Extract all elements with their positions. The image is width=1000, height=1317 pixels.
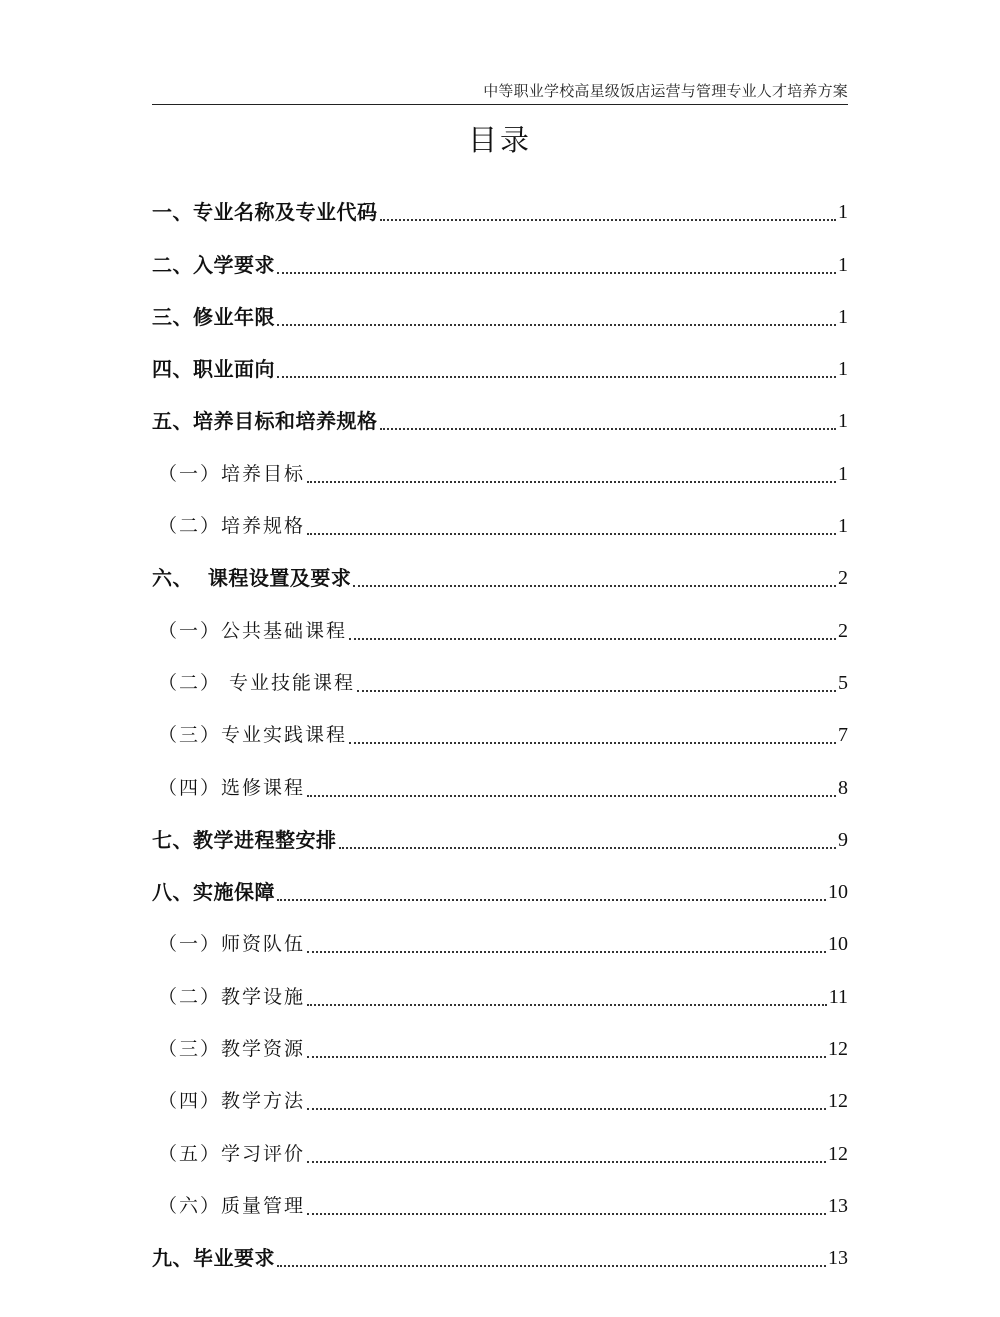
toc-entry[interactable] <box>152 1017 848 1069</box>
toc-entry-label: （六）质量管理 <box>158 1194 306 1217</box>
toc-entry[interactable] <box>152 1069 848 1121</box>
toc-entry[interactable] <box>152 912 848 964</box>
toc-entry[interactable] <box>152 1174 848 1226</box>
toc-entry-label: （一）师资队伍 <box>158 933 306 956</box>
toc-entry-page: 10 <box>828 933 848 956</box>
toc-leader-dots <box>277 1265 826 1267</box>
toc-entry[interactable] <box>152 389 848 441</box>
toc-leader-dots <box>349 742 836 744</box>
toc-entry-label: 六、 课程设置及要求 <box>152 566 352 591</box>
toc-entry-label: 三、修业年限 <box>152 304 275 329</box>
toc-entry[interactable] <box>152 1121 848 1173</box>
toc-entry[interactable] <box>152 703 848 755</box>
toc-leader-dots <box>357 690 836 692</box>
toc-entry-label: （三）教学资源 <box>158 1038 306 1061</box>
toc-leader-dots <box>349 638 836 640</box>
toc-entry-page: 10 <box>828 881 848 904</box>
toc-entry-page: 12 <box>828 1090 848 1113</box>
toc-entry[interactable] <box>152 598 848 650</box>
toc-entry-label: 八、实施保障 <box>152 880 275 905</box>
page-header <box>152 78 848 105</box>
toc-leader-dots <box>380 219 837 221</box>
toc-entry-page: 1 <box>838 515 848 538</box>
toc-leader-dots <box>307 1056 826 1058</box>
toc-entry-page: 7 <box>838 724 848 747</box>
toc-entry[interactable] <box>152 441 848 493</box>
toc-entry-page: 9 <box>838 828 848 851</box>
toc-leader-dots <box>307 1213 826 1215</box>
toc-leader-dots <box>277 899 826 901</box>
toc-entry-label: 四、职业面向 <box>152 357 275 382</box>
toc-entry-page: 5 <box>838 671 848 694</box>
toc-entry-page: 12 <box>828 1142 848 1165</box>
toc-entry-page: 1 <box>838 410 848 433</box>
toc-entry-page: 1 <box>838 201 848 224</box>
toc-entry-label: （四）选修课程 <box>158 776 306 799</box>
table-of-contents <box>152 180 848 1278</box>
toc-leader-dots <box>307 481 836 483</box>
toc-entry[interactable] <box>152 494 848 546</box>
toc-entry-page: 1 <box>838 253 848 276</box>
toc-entry-page: 13 <box>828 1194 848 1217</box>
toc-entry[interactable] <box>152 337 848 389</box>
toc-leader-dots <box>277 272 836 274</box>
toc-entry-page: 13 <box>828 1247 848 1270</box>
toc-leader-dots <box>307 1004 827 1006</box>
toc-entry-page: 12 <box>828 1038 848 1061</box>
toc-entry-label: 九、毕业要求 <box>152 1246 275 1271</box>
toc-entry-page: 1 <box>838 358 848 381</box>
toc-entry[interactable] <box>152 546 848 598</box>
toc-entry-label: 二、入学要求 <box>152 252 275 277</box>
toc-entry-label: （四）教学方法 <box>158 1090 306 1113</box>
toc-entry-label: （五）学习评价 <box>158 1142 306 1165</box>
toc-entry[interactable] <box>152 651 848 703</box>
toc-entry[interactable] <box>152 808 848 860</box>
toc-entry-page: 1 <box>838 305 848 328</box>
toc-leader-dots <box>339 847 837 849</box>
header-title: 中等职业学校高星级饭店运营与管理专业人才培养方案 <box>483 82 848 100</box>
toc-leader-dots <box>307 533 836 535</box>
toc-entry[interactable] <box>152 755 848 807</box>
toc-entry-page: 11 <box>828 985 848 1008</box>
toc-entry-label: （二） 专业技能课程 <box>158 671 356 694</box>
toc-entry-label: （三）专业实践课程 <box>158 724 348 747</box>
toc-entry-label: （二）教学设施 <box>158 985 306 1008</box>
toc-entry[interactable] <box>152 1226 848 1278</box>
toc-entry-page: 2 <box>838 619 848 642</box>
toc-leader-dots <box>307 795 836 797</box>
toc-entry-label: 五、培养目标和培养规格 <box>152 409 378 434</box>
toc-entry[interactable] <box>152 285 848 337</box>
toc-entry-label: （一）公共基础课程 <box>158 619 348 642</box>
toc-leader-dots <box>380 428 837 430</box>
toc-leader-dots <box>307 1108 826 1110</box>
toc-entry-page: 1 <box>838 462 848 485</box>
toc-leader-dots <box>307 1161 826 1163</box>
toc-leader-dots <box>353 585 836 587</box>
toc-leader-dots <box>277 376 836 378</box>
toc-entry-label: 一、专业名称及专业代码 <box>152 200 378 225</box>
toc-entry-page: 8 <box>838 776 848 799</box>
toc-entry[interactable] <box>152 180 848 232</box>
page-title: 目录 <box>467 123 532 157</box>
toc-entry[interactable] <box>152 964 848 1016</box>
toc-entry[interactable] <box>152 232 848 284</box>
toc-leader-dots <box>277 324 836 326</box>
toc-entry-label: （二）培养规格 <box>158 515 306 538</box>
toc-entry-label: （一）培养目标 <box>158 462 306 485</box>
toc-entry[interactable] <box>152 860 848 912</box>
toc-entry-label: 七、教学进程整安排 <box>152 827 337 852</box>
toc-entry-page: 2 <box>838 567 848 590</box>
toc-leader-dots <box>307 951 826 953</box>
